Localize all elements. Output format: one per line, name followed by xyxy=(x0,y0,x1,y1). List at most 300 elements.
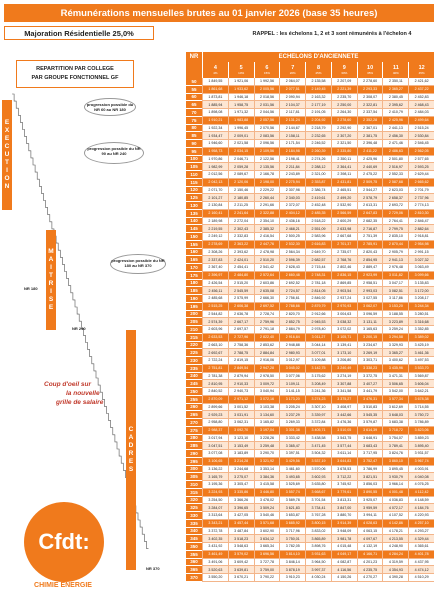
salary-cell: 2 144,67 xyxy=(279,125,305,133)
salary-cell: 2 246,52 xyxy=(305,140,331,148)
salary-cell: 4 293,27 xyxy=(408,528,434,536)
salary-cell: 3 316,68 xyxy=(408,318,434,326)
nr-cell: 370 xyxy=(186,574,202,582)
salary-cell: 2 337,83 xyxy=(202,256,228,264)
table-row xyxy=(186,148,434,156)
salary-cell: 2 799,75 xyxy=(382,225,408,233)
nr-cell: 50 xyxy=(186,78,202,86)
salary-cell: 3 550,20 xyxy=(202,574,228,582)
salary-cell: 3 824,76 xyxy=(382,450,408,458)
salary-cell: 3 890,55 xyxy=(357,489,383,497)
table-row xyxy=(186,373,434,381)
salary-cell: 2 692,67 xyxy=(202,349,228,357)
repartition-line-1: REPARTITION PAR COLLEGE xyxy=(36,66,114,72)
salary-cell: 2 810,30 xyxy=(408,210,434,218)
salary-cell: 2 716,87 xyxy=(357,225,383,233)
salary-cell: 3 063,49 xyxy=(408,264,434,272)
salary-cell: 4 112,42 xyxy=(408,489,434,497)
salary-cell: 3 045,02 xyxy=(279,365,305,373)
echelon-percent: 30% xyxy=(341,71,348,75)
salary-cell: 3 644,83 xyxy=(331,458,357,466)
salary-cell: 3 321,92 xyxy=(254,458,280,466)
salary-cell: 3 109,88 xyxy=(305,357,331,365)
nr-cell: 110 xyxy=(186,171,202,179)
salary-cell: 2 635,08 xyxy=(254,287,280,295)
salary-cell: 2 090,94 xyxy=(279,94,305,102)
salary-cell: 3 571,68 xyxy=(254,520,280,528)
salary-cell: 3 105,71 xyxy=(331,334,357,342)
salary-cell: 2 665,62 xyxy=(408,179,434,187)
salary-cell: 2 177,19 xyxy=(305,101,331,109)
salary-cell: 2 870,44 xyxy=(382,241,408,249)
salary-cell: 3 510,83 xyxy=(357,404,383,412)
salary-cell: 3 244,68 xyxy=(228,466,254,474)
salary-cell: 3 237,29 xyxy=(279,411,305,419)
salary-cell: 2 663,10 xyxy=(202,342,228,350)
salary-cell: 2 715,44 xyxy=(305,264,331,272)
salary-cell: 3 712,22 xyxy=(331,473,357,481)
nr-cell: 320 xyxy=(186,497,202,505)
salary-cell: 3 609,42 xyxy=(228,559,254,567)
table-row xyxy=(186,241,434,249)
salary-cell: 4 142,86 xyxy=(382,520,408,528)
table-row xyxy=(186,264,434,272)
salary-cell: 3 790,22 xyxy=(254,574,280,582)
table-row xyxy=(186,132,434,140)
nr-cell: 155 xyxy=(186,241,202,249)
salary-cell: 2 515,20 xyxy=(228,280,254,288)
salary-cell: 2 600,29 xyxy=(331,218,357,226)
nr-cell: 105 xyxy=(186,163,202,171)
nr-cell: 270 xyxy=(186,419,202,427)
salary-cell: 2 393,62 xyxy=(228,249,254,257)
salary-cell: 2 241,64 xyxy=(228,210,254,218)
salary-cell: 2 884,84 xyxy=(254,349,280,357)
salary-cell: 3 240,49 xyxy=(331,365,357,373)
salary-cell: 2 819,15 xyxy=(228,357,254,365)
salary-cell: 2 840,52 xyxy=(202,388,228,396)
salary-cell: 1 921,06 xyxy=(228,78,254,86)
nr-cell: 295 xyxy=(186,458,202,466)
salary-cell: 2 879,94 xyxy=(228,373,254,381)
salary-cell: 2 575,99 xyxy=(228,295,254,303)
nr-cell: 125 xyxy=(186,194,202,202)
salary-cell: 3 077,01 xyxy=(305,349,331,357)
salary-cell: 3 525,69 xyxy=(279,481,305,489)
salary-cell: 3 183,89 xyxy=(228,450,254,458)
nr-cell: 330 xyxy=(186,512,202,520)
salary-cell: 3 648,91 xyxy=(357,435,383,443)
salary-cell: 3 307,88 xyxy=(331,380,357,388)
table-row xyxy=(186,218,434,226)
salary-cell: 2 593,25 xyxy=(408,163,434,171)
nr-cell: 290 xyxy=(186,450,202,458)
salary-cell: 3 435,96 xyxy=(382,365,408,373)
table-row xyxy=(186,442,434,450)
salary-cell: 2 221,39 xyxy=(331,86,357,94)
salary-cell: 2 729,06 xyxy=(382,210,408,218)
table-row xyxy=(186,187,434,195)
salary-cell: 2 879,79 xyxy=(305,303,331,311)
table-row xyxy=(186,574,434,582)
salary-cell: 2 667,68 xyxy=(331,233,357,241)
salary-cell: 1 933,62 xyxy=(228,86,254,94)
salary-cell: 2 544,82 xyxy=(202,311,228,319)
salary-cell: 3 072,02 xyxy=(331,326,357,334)
salary-cell: 3 759,00 xyxy=(254,566,280,574)
salary-cell: 2 835,10 xyxy=(382,233,408,241)
salary-cell: 2 071,70 xyxy=(202,187,228,195)
salary-cell: 2 441,13 xyxy=(382,125,408,133)
salary-cell: 2 541,42 xyxy=(254,264,280,272)
salary-cell: 3 779,61 xyxy=(331,489,357,497)
salary-cell: 3 814,10 xyxy=(279,551,305,559)
salary-cell: 2 364,41 xyxy=(331,163,357,171)
salary-cell: 3 131,11 xyxy=(357,318,383,326)
salary-cell: 3 301,38 xyxy=(279,427,305,435)
salary-cell: 3 579,87 xyxy=(357,419,383,427)
salary-cell: 3 384,36 xyxy=(254,473,280,481)
salary-cell: 3 457,44 xyxy=(228,520,254,528)
salary-cell: 2 288,12 xyxy=(305,163,331,171)
salary-cell: 3 305,47 xyxy=(228,481,254,489)
salary-cell: 3 038,32 xyxy=(331,318,357,326)
salary-cell: 3 047,17 xyxy=(382,280,408,288)
nr-cell: 135 xyxy=(186,210,202,218)
table-header-columns xyxy=(186,62,434,78)
staircase-diagram xyxy=(10,94,160,574)
salary-cell: 2 135,58 xyxy=(305,78,331,86)
salary-cell: 3 047,51 xyxy=(202,442,228,450)
salary-cell: 2 577,65 xyxy=(408,156,434,164)
echelon-percent: 35% xyxy=(367,71,374,75)
salary-cell: 2 666,30 xyxy=(254,295,280,303)
majoration-label: Majoration Résidentielle 25,0% xyxy=(4,26,154,40)
salary-cell: 2 722,24 xyxy=(202,357,228,365)
salary-cell: 4 401,78 xyxy=(408,551,434,559)
salary-cell: 3 577,34 xyxy=(382,396,408,404)
salary-cell: 2 478,98 xyxy=(254,249,280,257)
nr-cell: 90 xyxy=(186,140,202,148)
salary-cell: 3 092,70 xyxy=(228,427,254,435)
salary-cell: 3 427,05 xyxy=(228,512,254,520)
echelons-header: ECHELONS D'ANCIENNETE xyxy=(202,52,434,62)
table-row xyxy=(186,303,434,311)
salary-cell: 4 213,55 xyxy=(382,535,408,543)
salary-cell: 4 390,28 xyxy=(382,574,408,582)
salary-cell: 3 478,02 xyxy=(254,497,280,505)
nr-cell: 215 xyxy=(186,334,202,342)
rappel-note: RAPPEL : les échelons 1, 2 et 3 sont rémunérés à l'échelon 4 xyxy=(252,31,412,37)
echelon-number: 7 xyxy=(291,65,295,71)
salary-cell: 1 885,94 xyxy=(202,101,228,109)
salary-cell: 2 846,92 xyxy=(305,295,331,303)
salary-cell: 2 515,25 xyxy=(202,303,228,311)
salary-cell: 3 925,07 xyxy=(357,497,383,505)
salary-cell: 3 017,94 xyxy=(202,435,228,443)
nr-cell: 175 xyxy=(186,272,202,280)
salary-cell: 3 668,67 xyxy=(305,489,331,497)
salary-cell: 1 861,68 xyxy=(202,86,228,94)
table-row xyxy=(186,489,434,497)
salary-cell: 3 274,23 xyxy=(305,396,331,404)
salary-cell: 2 980,93 xyxy=(279,349,305,357)
salary-cell: 2 456,30 xyxy=(382,132,408,140)
echelon-percent: 25% xyxy=(315,71,322,75)
salary-cell: 3 543,75 xyxy=(331,435,357,443)
grille-callout xyxy=(44,380,134,407)
salary-cell: 2 160,41 xyxy=(202,210,228,218)
nr-cell: 255 xyxy=(186,396,202,404)
salary-cell: 2 365,27 xyxy=(382,86,408,94)
salary-cell: 3 497,53 xyxy=(408,357,434,365)
salary-cell: 3 165,63 xyxy=(357,326,383,334)
echelon-column-header xyxy=(228,62,254,78)
salary-cell: 1 996,45 xyxy=(228,125,254,133)
callout-line-1: Coup d'oeil sur xyxy=(44,381,92,388)
salary-cell: 2 005,56 xyxy=(254,86,280,94)
salary-cell: 2 884,79 xyxy=(279,326,305,334)
salary-cell: 2 941,13 xyxy=(382,256,408,264)
nr-cell: 170 xyxy=(186,264,202,272)
salary-cell: 3 701,54 xyxy=(305,497,331,505)
salary-cell: 2 667,17 xyxy=(228,318,254,326)
salary-cell: 2 468,43 xyxy=(408,101,434,109)
table-row xyxy=(186,280,434,288)
salary-cell: 2 916,06 xyxy=(254,357,280,365)
salary-cell: 2 853,62 xyxy=(254,342,280,350)
salary-cell: 2 211,84 xyxy=(279,163,305,171)
salary-cell: 2 465,51 xyxy=(331,187,357,195)
salary-cell: 3 214,28 xyxy=(228,458,254,466)
nr370-label: NR 370 xyxy=(146,566,160,571)
salary-cell: 2 198,00 xyxy=(254,179,280,187)
salary-cell: 4 248,90 xyxy=(382,543,408,551)
salary-cell: 1 971,32 xyxy=(228,109,254,117)
table-row xyxy=(186,94,434,102)
salary-cell: 3 402,35 xyxy=(202,535,228,543)
salary-cell: 2 166,78 xyxy=(254,171,280,179)
salary-cell: 3 153,49 xyxy=(228,442,254,450)
salary-cell: 4 178,21 xyxy=(382,528,408,536)
salary-cell: 4 148,59 xyxy=(408,497,434,505)
salary-cell: 4 076,25 xyxy=(408,481,434,489)
salary-cell: 3 365,27 xyxy=(382,349,408,357)
salary-cell: 3 372,78 xyxy=(202,528,228,536)
salary-cell: 3 683,38 xyxy=(382,419,408,427)
salary-cell: 3 244,34 xyxy=(408,303,434,311)
table-row xyxy=(186,295,434,303)
salary-cell: 3 195,36 xyxy=(202,481,228,489)
salary-cell: 2 454,41 xyxy=(228,264,254,272)
salary-cell: 3 313,64 xyxy=(202,512,228,520)
salary-cell: 2 751,39 xyxy=(357,233,383,241)
salary-cell: 3 533,70 xyxy=(408,365,434,373)
nr-cell: 280 xyxy=(186,435,202,443)
salary-cell: 2 854,95 xyxy=(357,256,383,264)
echelon-column-header xyxy=(408,62,434,78)
salary-cell: 2 278,69 xyxy=(202,241,228,249)
salary-cell: 3 153,20 xyxy=(382,303,408,311)
salary-cell: 2 988,37 xyxy=(202,427,228,435)
salary-cell: 2 350,11 xyxy=(382,78,408,86)
echelon-number: 6 xyxy=(265,65,269,71)
progression-bubble-1: progression possible du NR 60 au NR 180 xyxy=(84,98,136,116)
nr-cell: 130 xyxy=(186,202,202,210)
salary-cell: 3 082,51 xyxy=(382,287,408,295)
table-row xyxy=(186,543,434,551)
salary-cell: 2 899,66 xyxy=(202,404,228,412)
salary-cell: 2 322,88 xyxy=(254,210,280,218)
table-row xyxy=(186,326,434,334)
salary-cell: 3 493,65 xyxy=(279,473,305,481)
salary-cell: 2 243,89 xyxy=(279,171,305,179)
salary-cell: 3 612,69 xyxy=(382,404,408,412)
salary-cell: 4 437,95 xyxy=(408,559,434,567)
nr-cell: 190 xyxy=(186,295,202,303)
table-row xyxy=(186,380,434,388)
salary-cell: 2 452,48 xyxy=(305,202,331,210)
salary-cell: 3 341,58 xyxy=(331,388,357,396)
salary-cell: 3 011,82 xyxy=(382,272,408,280)
salary-cell: 2 578,79 xyxy=(357,194,383,202)
salary-cell: 2 250,00 xyxy=(331,101,357,109)
salary-cell: 2 629,44 xyxy=(408,171,434,179)
nr-cell: 360 xyxy=(186,559,202,567)
nr180-label: NR 180 xyxy=(24,286,38,291)
salary-cell: 2 606,38 xyxy=(228,303,254,311)
salary-cell: 2 836,15 xyxy=(331,272,357,280)
salary-cell: 2 758,36 xyxy=(228,342,254,350)
salary-cell: 2 416,54 xyxy=(254,233,280,241)
salary-cell: 2 354,10 xyxy=(254,218,280,226)
salary-cell: 2 596,39 xyxy=(279,256,305,264)
salary-cell: 3 847,00 xyxy=(331,504,357,512)
salary-cell: 2 499,20 xyxy=(331,194,357,202)
salary-cell: 2 658,37 xyxy=(382,194,408,202)
salary-cell: 3 696,56 xyxy=(254,551,280,559)
table-row xyxy=(186,559,434,567)
salary-cell: 3 142,75 xyxy=(305,365,331,373)
cfdt-logo-subtitle: CHIMIE ÉNERGIE xyxy=(34,582,92,589)
table-row xyxy=(186,311,434,319)
salary-cell: 2 991,15 xyxy=(408,249,434,257)
salary-cell: 2 275,94 xyxy=(279,179,305,187)
salary-cell: 2 697,52 xyxy=(254,303,280,311)
salary-cell: 2 395,62 xyxy=(382,101,408,109)
nr-cell: 235 xyxy=(186,365,202,373)
echelon-column-header xyxy=(202,62,228,78)
salary-cell: 2 764,41 xyxy=(382,218,408,226)
salary-cell: 2 802,46 xyxy=(331,264,357,272)
echelon-number: 11 xyxy=(392,65,399,71)
nr-cell: 80 xyxy=(186,125,202,133)
salary-cell: 3 031,91 xyxy=(228,411,254,419)
salary-cell: 2 207,09 xyxy=(331,78,357,86)
salary-cell: 4 284,24 xyxy=(382,551,408,559)
salary-cell: 2 381,75 xyxy=(357,132,383,140)
salary-cell: 4 040,08 xyxy=(408,473,434,481)
salary-cell: 3 099,66 xyxy=(408,272,434,280)
salary-cell: 2 372,07 xyxy=(279,202,305,210)
salary-cell: 3 487,84 xyxy=(228,528,254,536)
salary-cell: 2 501,80 xyxy=(382,156,408,164)
salary-cell: 3 407,27 xyxy=(357,380,383,388)
salary-cell: 3 372,75 xyxy=(357,373,383,381)
salary-cell: 2 380,45 xyxy=(382,94,408,102)
salary-cell: 3 338,23 xyxy=(357,365,383,373)
salary-cell: 2 089,67 xyxy=(228,171,254,179)
salary-cell: 3 461,49 xyxy=(202,551,228,559)
nr-cell: 85 xyxy=(186,132,202,140)
salary-cell: 3 241,36 xyxy=(305,388,331,396)
echelon-number: 12 xyxy=(418,65,425,71)
salary-cell: 2 889,47 xyxy=(357,264,383,272)
salary-cell: 3 259,24 xyxy=(382,326,408,334)
table-row xyxy=(186,163,434,171)
salary-cell: 3 752,47 xyxy=(357,458,383,466)
salary-cell: 3 442,66 xyxy=(331,411,357,419)
salary-cell: 3 579,02 xyxy=(228,551,254,559)
salary-cell: 3 821,51 xyxy=(357,473,383,481)
salary-cell: 2 910,33 xyxy=(228,380,254,388)
salary-cell: 3 206,80 xyxy=(331,357,357,365)
salary-cell: 3 964,50 xyxy=(305,559,331,567)
salary-cell: 2 122,56 xyxy=(254,156,280,164)
salary-cell: 2 788,75 xyxy=(228,349,254,357)
salary-cell: 1 910,21 xyxy=(202,117,228,125)
salary-cell: 2 425,96 xyxy=(357,156,383,164)
nr-cell: 160 xyxy=(186,249,202,257)
salary-cell: 3 685,92 xyxy=(279,520,305,528)
table-row xyxy=(186,179,434,187)
salary-cell: 3 606,04 xyxy=(408,380,434,388)
salary-cell: 3 200,15 xyxy=(357,334,383,342)
salary-cell: 2 781,38 xyxy=(202,373,228,381)
salary-cell: 2 171,54 xyxy=(279,140,305,148)
salary-cell: 2 272,04 xyxy=(228,218,254,226)
salary-cell: 3 898,76 xyxy=(305,543,331,551)
table-row xyxy=(186,194,434,202)
salary-table xyxy=(186,52,434,582)
salary-cell: 2 970,93 xyxy=(331,303,357,311)
salary-cell: 3 860,10 xyxy=(382,458,408,466)
salary-cell: 2 340,03 xyxy=(279,194,305,202)
salary-cell: 2 131,24 xyxy=(279,117,305,125)
salary-cell: 3 611,14 xyxy=(331,450,357,458)
table-row xyxy=(186,473,434,481)
salary-cell: 4 319,59 xyxy=(382,559,408,567)
salary-cell: 2 398,11 xyxy=(331,171,357,179)
nr-cell: 115 xyxy=(186,179,202,187)
salary-cell: 2 396,48 xyxy=(357,140,383,148)
table-row xyxy=(186,225,434,233)
nr-cell: 300 xyxy=(186,466,202,474)
salary-cell: 3 718,72 xyxy=(382,427,408,435)
salary-cell: 3 027,55 xyxy=(357,295,383,303)
salary-cell: 3 438,58 xyxy=(305,435,331,443)
salary-cell: 4 015,48 xyxy=(331,543,357,551)
salary-cell: 2 852,75 xyxy=(279,318,305,326)
salary-cell: 2 759,96 xyxy=(254,318,280,326)
salary-cell: 2 692,52 xyxy=(279,280,305,288)
salary-cell: 4 049,17 xyxy=(331,551,357,559)
salary-cell: 2 424,01 xyxy=(228,256,254,264)
salary-cell: 3 123,10 xyxy=(228,435,254,443)
salary-cell: 2 958,80 xyxy=(202,419,228,427)
salary-cell: 2 260,44 xyxy=(254,194,280,202)
nr-cell: 75 xyxy=(186,117,202,125)
